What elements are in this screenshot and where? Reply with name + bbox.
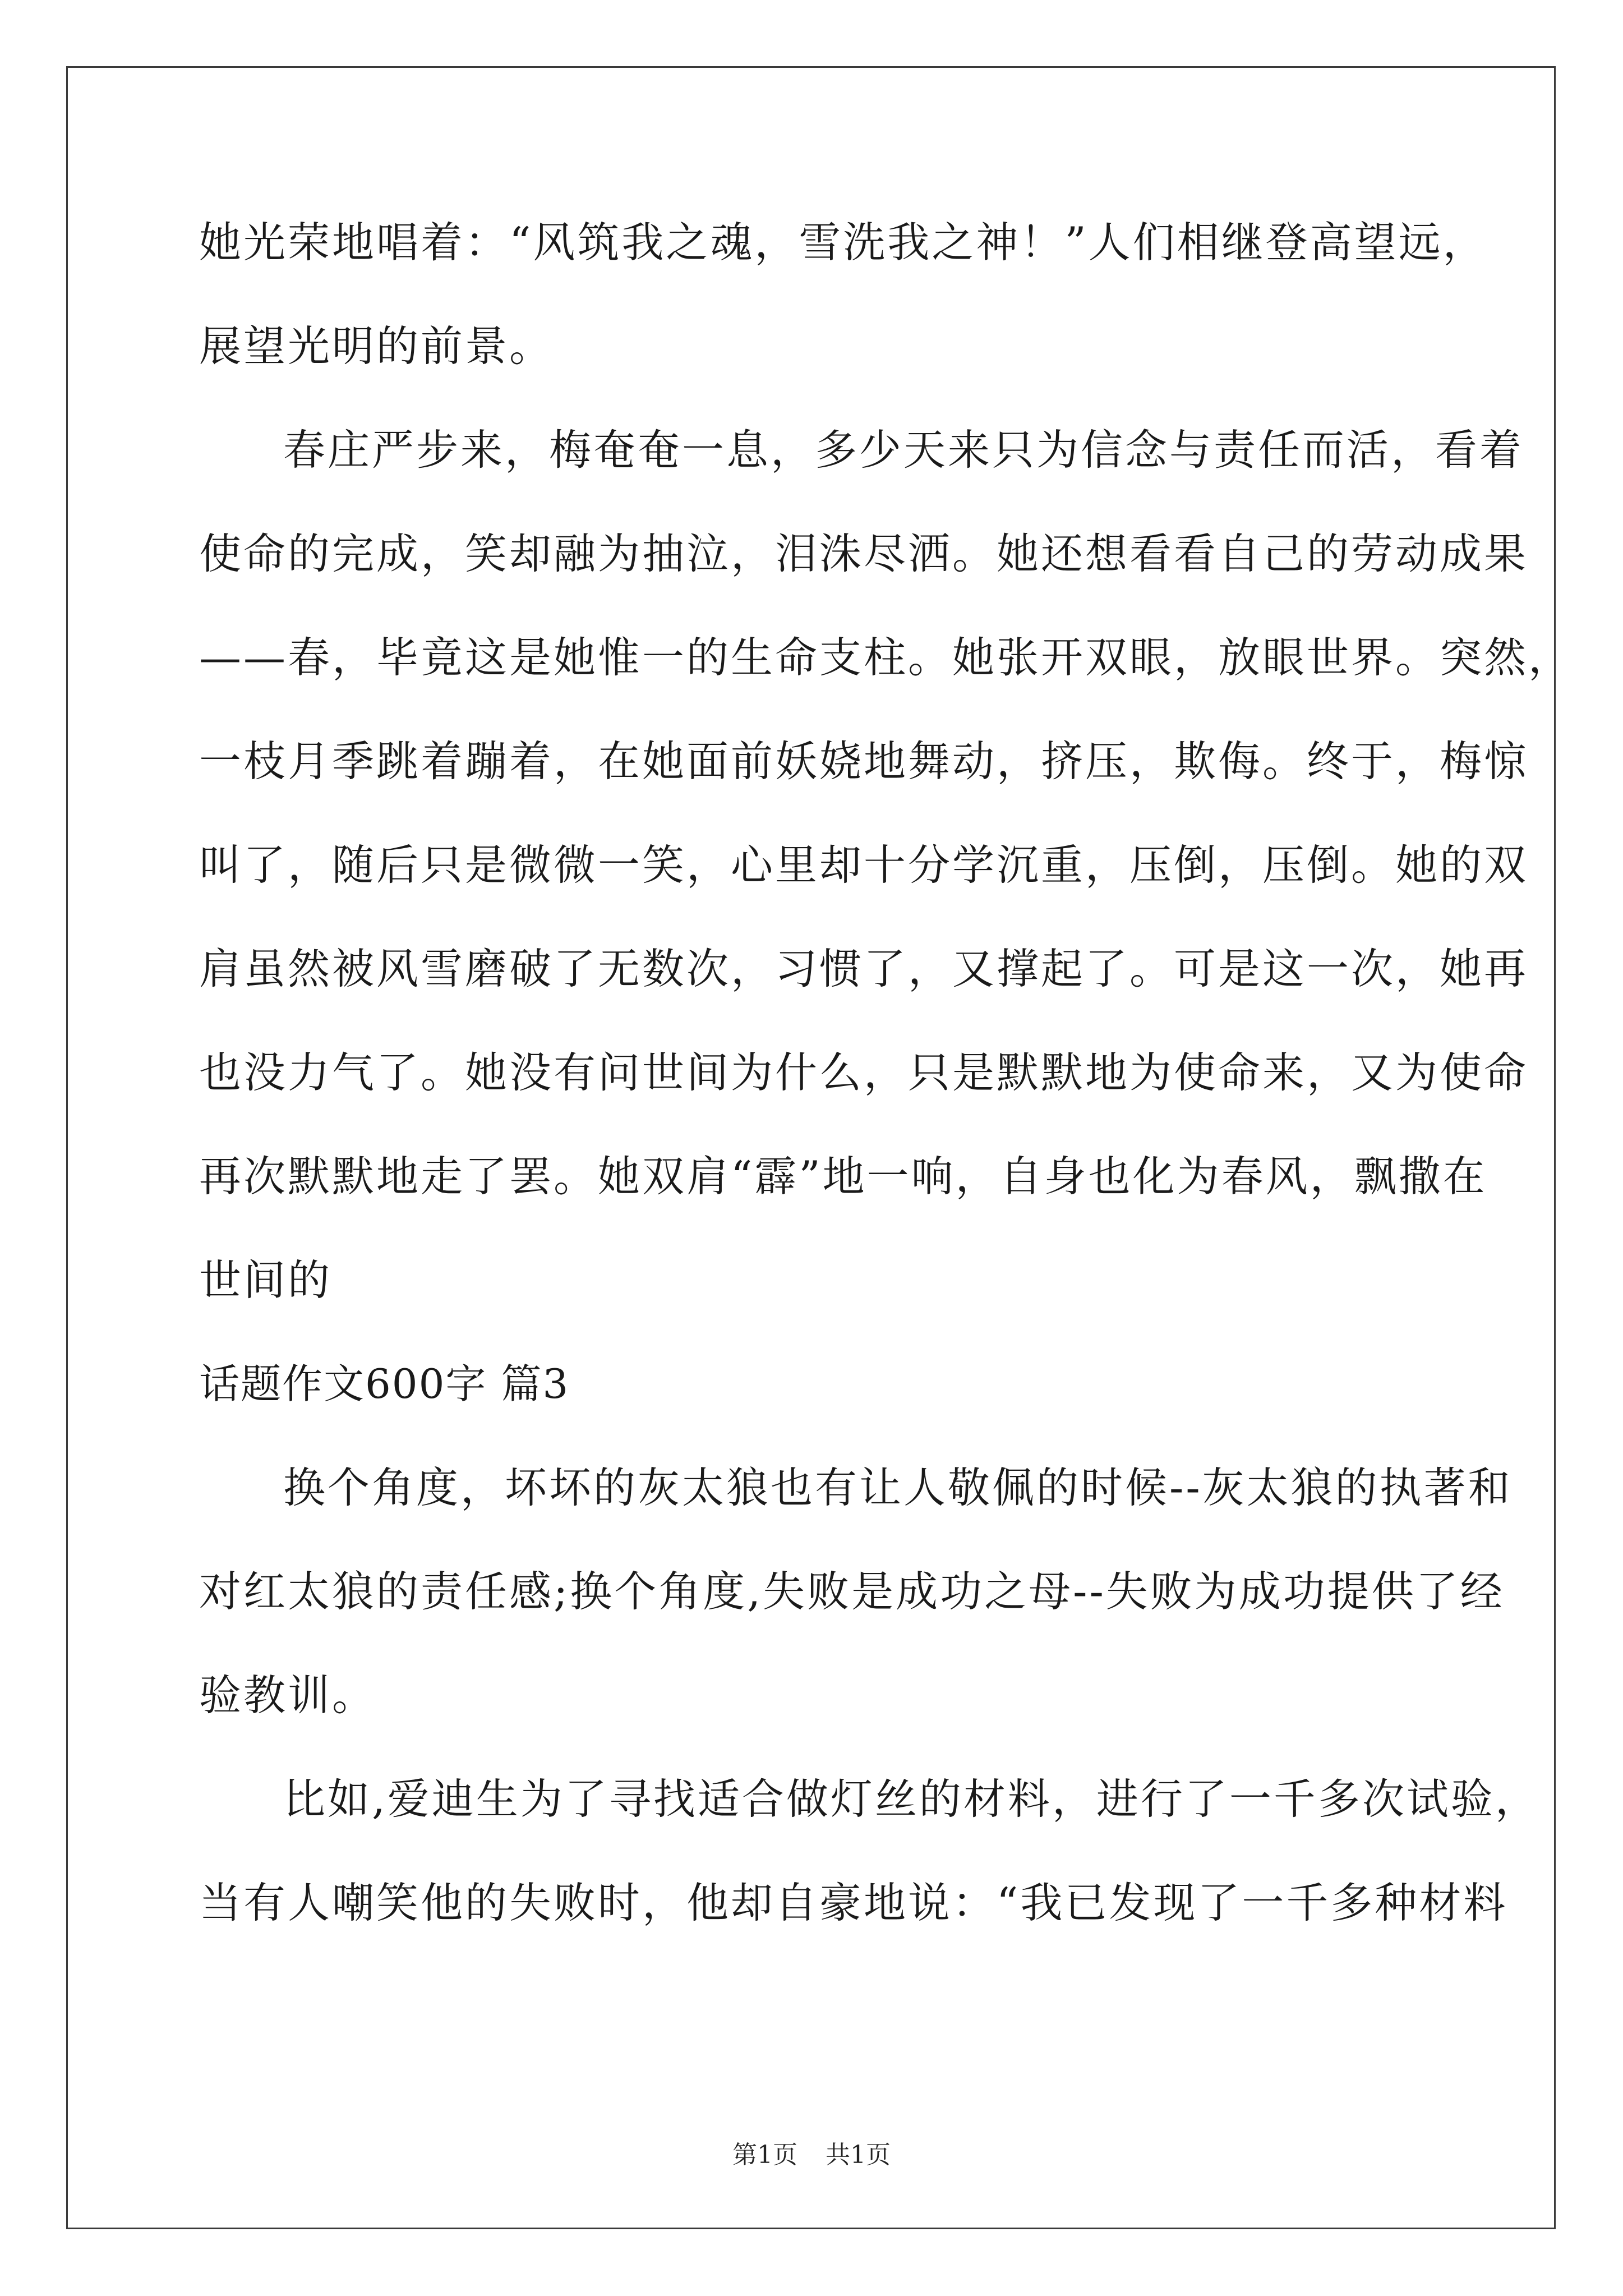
text-line: 世间的 <box>199 1255 333 1305</box>
text-line: ——春，毕竟这是她惟一的生命支柱。她张开双眼，放眼世界。突然， <box>199 633 1573 682</box>
text-line: 使命的完成，笑却融为抽泣，泪洙尽洒。她还想看看自己的劳动成果 <box>199 529 1529 578</box>
text-line: 一枝月季跳着蹦着，在她面前妖娆地舞动，挤压，欺侮。终于，梅惊 <box>199 737 1529 786</box>
text-line: 肩虽然被风雪磨破了无数次，习惯了，又撑起了。可是这一次，她再 <box>199 944 1529 993</box>
text-line: 验教训。 <box>199 1671 377 1720</box>
text-line: 比如,爱迪生为了寻找适合做灯丝的材料，进行了一千多次试验， <box>283 1774 1539 1824</box>
page-total: 共1页 <box>826 2141 891 2169</box>
text-line: 对红太狼的责任感;换个角度,失败是成功之母--失败为成功提供了经 <box>199 1567 1505 1616</box>
document-body <box>199 191 1573 1955</box>
text-line: 当有人嘲笑他的失败时，他却自豪地说：“我已发现了一千多种材料 <box>199 1878 1508 1927</box>
page-footer <box>0 2134 1623 2170</box>
text-line: 换个角度，坏坏的灰太狼也有让人敬佩的时候--灰太狼的执著和 <box>283 1463 1513 1512</box>
text-line: 展望光明的前景。 <box>199 321 554 371</box>
text-line: 她光荣地唱着：“风筑我之魂，雪洗我之神！”人们相继登高望远， <box>199 218 1487 267</box>
text-line: 也没力气了。她没有问世间为什么，只是默默地为使命来，又为使命 <box>199 1048 1529 1097</box>
text-line: 叫了，随后只是微微一笑，心里却十分学沉重，压倒，压倒。她的双 <box>199 840 1529 890</box>
text-line: 春庄严步来，梅奄奄一息，多少天来只为信念与责任而活，看着 <box>283 425 1524 475</box>
text-line: 再次默默地走了罢。她双肩“霹”地一响，自身也化为春风，飘撒在 <box>199 1152 1487 1201</box>
section-heading: 话题作文600字 篇3 <box>199 1360 570 1407</box>
page-number: 第1页 <box>732 2141 797 2169</box>
